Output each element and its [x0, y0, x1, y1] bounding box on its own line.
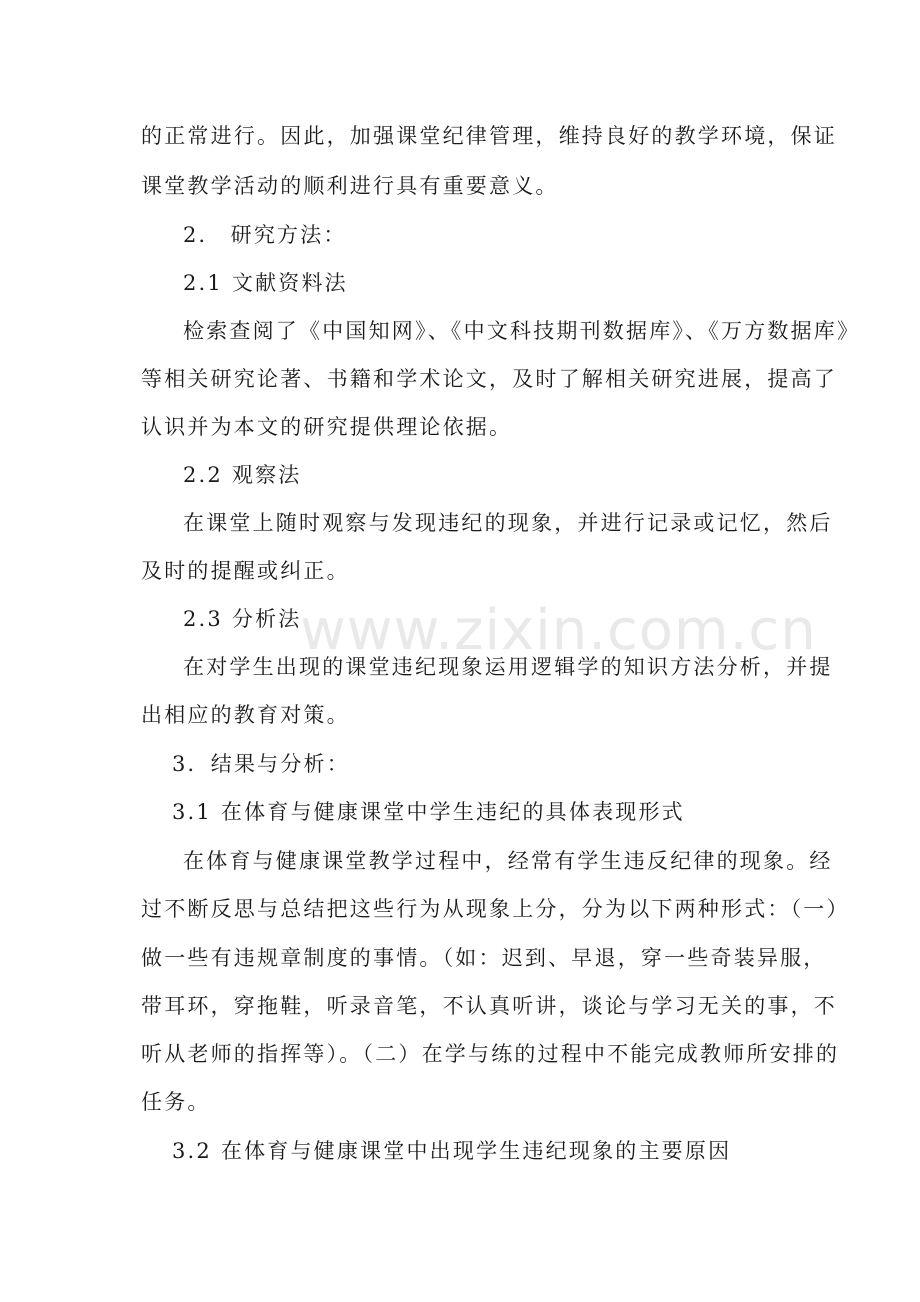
watermark: www.zixin.com.cn [300, 598, 817, 663]
paragraph-line: 在体育与健康课堂教学过程中，经常有学生违反纪律的现象。经 [183, 849, 833, 873]
paragraph-line: 课堂教学活动的顺利进行具有重要意义。 [141, 174, 559, 198]
paragraph-line: 出相应的教育对策。 [141, 703, 350, 727]
paragraph-line: 等相关研究论著、书籍和学术论文，及时了解相关研究进展，提高了 [141, 367, 837, 391]
paragraph-line: 听从老师的指挥等）。（二）在学与练的过程中不能完成教师所安排的 [141, 1042, 840, 1066]
section-heading-methods: 2． 研究方法： [183, 223, 347, 247]
subsection-heading-observation: 2.2 观察法 [183, 463, 302, 487]
paragraph-line: 认识并为本文的研究提供理论依据。 [141, 415, 513, 439]
paragraph-line: 做一些有违规章制度的事情。（如：迟到、早退，穿一些奇装异服， [141, 946, 827, 970]
subsection-heading-3-1: 3.1 在体育与健康课堂中学生违纪的具体表现形式 [172, 800, 685, 824]
paragraph-line: 检索查阅了《中国知网》、《中文科技期刊数据库》、《万方数据库》 [183, 319, 861, 343]
subsection-heading-analysis: 2.3 分析法 [183, 607, 302, 631]
section-heading-results: 3．结果与分析： [172, 752, 350, 776]
paragraph-line: 在课堂上随时观察与发现违纪的现象，并进行记录或记忆，然后 [183, 511, 833, 535]
paragraph-line: 任务。 [141, 1090, 211, 1114]
subsection-heading-literature: 2.1 文献资料法 [183, 271, 348, 295]
paragraph-line: 及时的提醒或纠正。 [141, 559, 350, 583]
paragraph-line: 的正常进行。因此，加强课堂纪律管理，维持良好的教学环境，保证 [141, 124, 837, 148]
paragraph-line: 在对学生出现的课堂违纪现象运用逻辑学的知识方法分析，并提 [183, 655, 833, 679]
subsection-heading-3-2: 3.2 在体育与健康课堂中出现学生违纪现象的主要原因 [172, 1139, 732, 1163]
paragraph-line: 过不断反思与总结把这些行为从现象上分，分为以下两种形式：（一） [141, 897, 850, 921]
paragraph-line: 带耳环，穿拖鞋，听录音笔，不认真听讲，谈论与学习无关的事，不 [141, 994, 837, 1018]
